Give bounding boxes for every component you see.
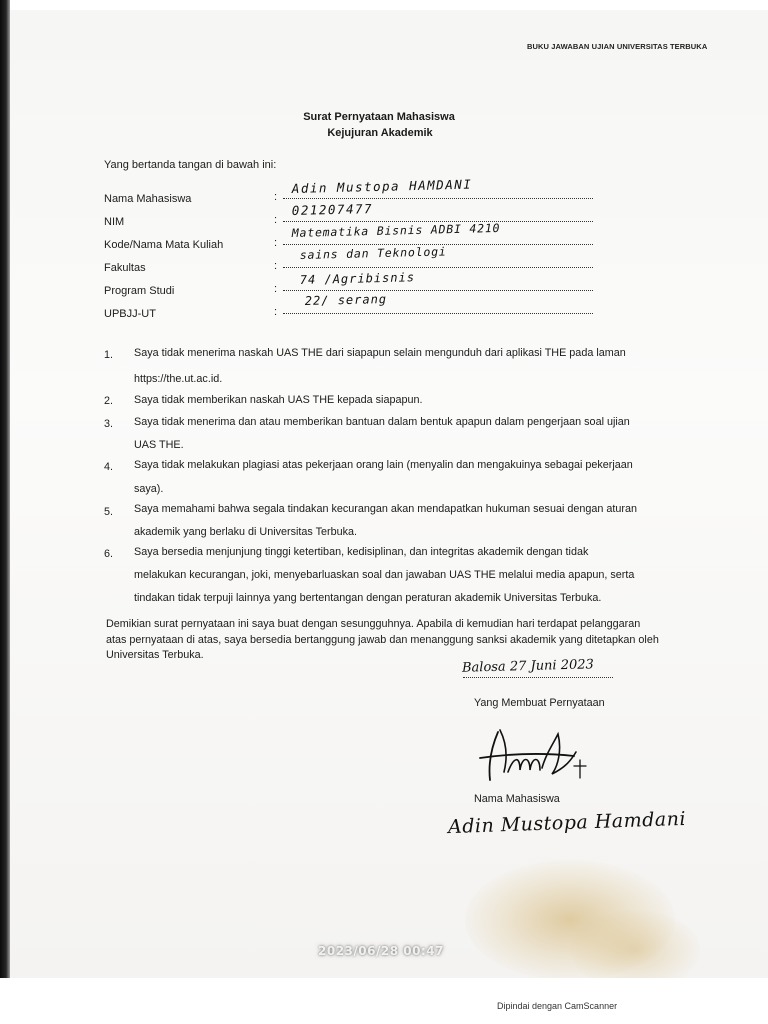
- scanned-page: [10, 10, 768, 978]
- statement-4-line-2: saya).: [134, 483, 164, 495]
- field-label-course: Kode/Nama Mata Kuliah: [104, 239, 224, 251]
- field-label-faculty: Fakultas: [104, 262, 146, 274]
- field-line: [283, 267, 593, 268]
- handwritten-student-name: Adin Mustopa Hamdani: [447, 807, 687, 839]
- field-label-program: Program Studi: [104, 285, 175, 297]
- maker-label: Yang Membuat Pernyataan: [474, 697, 605, 709]
- field-colon: :: [274, 306, 278, 318]
- field-label-nim: NIM: [104, 216, 125, 228]
- statement-6-line-1: Saya bersedia menjunjung tinggi ketertiban, kedisiplinan, dan integritas akademik dengan tidak: [134, 546, 589, 558]
- statement-number: 4.: [104, 461, 114, 473]
- statement-number: 1.: [104, 349, 114, 361]
- field-value-course: Matematika Bisnis ADBI 4210: [291, 220, 501, 240]
- closing-line-1: Demikian surat pernyataan ini saya buat dengan sesungguhnya. Apabila di kemudian hari terdapat pelanggaran: [106, 618, 641, 630]
- field-value-upbjj: 22/ serang: [304, 291, 388, 308]
- field-label-upbjj: UPBJJ-UT: [104, 308, 156, 320]
- field-line: [283, 198, 593, 199]
- statement-5-line-1: Saya memahami bahwa segala tindakan kecurangan akan mendapatkan hukuman sesuai dengan aturan: [134, 503, 637, 515]
- statement-6-line-3: tindakan tidak terpuji lainnya yang bertentangan dengan peraturan akademik Universitas Terbuka.: [134, 592, 602, 604]
- statement-number: 5.: [104, 506, 114, 518]
- statement-6-line-2: melakukan kecurangan, joki, menyebarluaskan soal dan jawaban UAS THE melalui media apapun, serta: [134, 569, 635, 581]
- field-value-faculty: sains dan Teknologi: [299, 244, 447, 262]
- document-title: Surat Pernyataan Mahasiswa: [303, 111, 455, 123]
- field-value-program: 74 /Agribisnis: [299, 270, 416, 287]
- scan-timestamp: 2023/06/28 00:47: [318, 944, 444, 958]
- statement-5-line-2: akademik yang berlaku di Universitas Terbuka.: [134, 526, 358, 538]
- field-colon: :: [274, 214, 278, 226]
- statement-4-line-1: Saya tidak melakukan plagiasi atas pekerjaan orang lain (menyalin dan mengakuinya sebagai pekerjaan: [134, 459, 633, 471]
- statement-1-line-2: https://the.ut.ac.id.: [134, 373, 223, 385]
- field-colon: :: [274, 237, 278, 249]
- statement-number: 2.: [104, 395, 114, 407]
- place-date-line: [463, 677, 613, 678]
- booklet-code: BUKU JAWABAN UJIAN UNIVERSITAS TERBUKA: [527, 42, 708, 51]
- field-value-nim: 021207477: [291, 201, 374, 218]
- paper-stain: [570, 910, 700, 978]
- statement-number: 3.: [104, 418, 114, 430]
- bottom-margin: [0, 978, 768, 1024]
- statement-1-line-1: Saya tidak menerima naskah UAS THE dari siapapun selain mengunduh dari aplikasi THE pada laman: [134, 347, 626, 359]
- statement-3-line-1: Saya tidak menerima dan atau memberikan bantuan dalam bentuk apapun dalam pengerjaan soal ujian: [134, 416, 630, 428]
- field-line: [283, 313, 593, 314]
- field-colon: :: [274, 283, 278, 295]
- field-colon: :: [274, 191, 278, 203]
- student-name-label: Nama Mahasiswa: [474, 793, 560, 805]
- field-value-name: Adin Mustopa HAMDANI: [291, 176, 473, 196]
- handwritten-signature: [478, 722, 598, 792]
- field-label-name: Nama Mahasiswa: [104, 193, 192, 205]
- camscanner-note: Dipindai dengan CamScanner: [497, 1001, 618, 1011]
- scan-left-shadow: [0, 0, 10, 1024]
- statement-number: 6.: [104, 548, 114, 560]
- closing-line-2: atas pernyataan di atas, saya bersedia bertanggung jawab dan menanggung sanksi akademik yang ditetapkan oleh: [106, 633, 659, 646]
- intro-text: Yang bertanda tangan di bawah ini:: [104, 159, 277, 171]
- field-colon: :: [274, 260, 278, 272]
- document-subtitle: Kejujuran Akademik: [327, 127, 433, 139]
- closing-paragraph: [106, 617, 766, 664]
- closing-line-3: Universitas Terbuka.: [106, 649, 204, 661]
- field-line: [283, 290, 593, 291]
- statement-2-line-1: Saya tidak memberikan naskah UAS THE kepada siapapun.: [134, 394, 423, 406]
- statement-3-line-2: UAS THE.: [134, 439, 184, 451]
- place-date: Balosa 27 Juni 2023: [461, 657, 595, 676]
